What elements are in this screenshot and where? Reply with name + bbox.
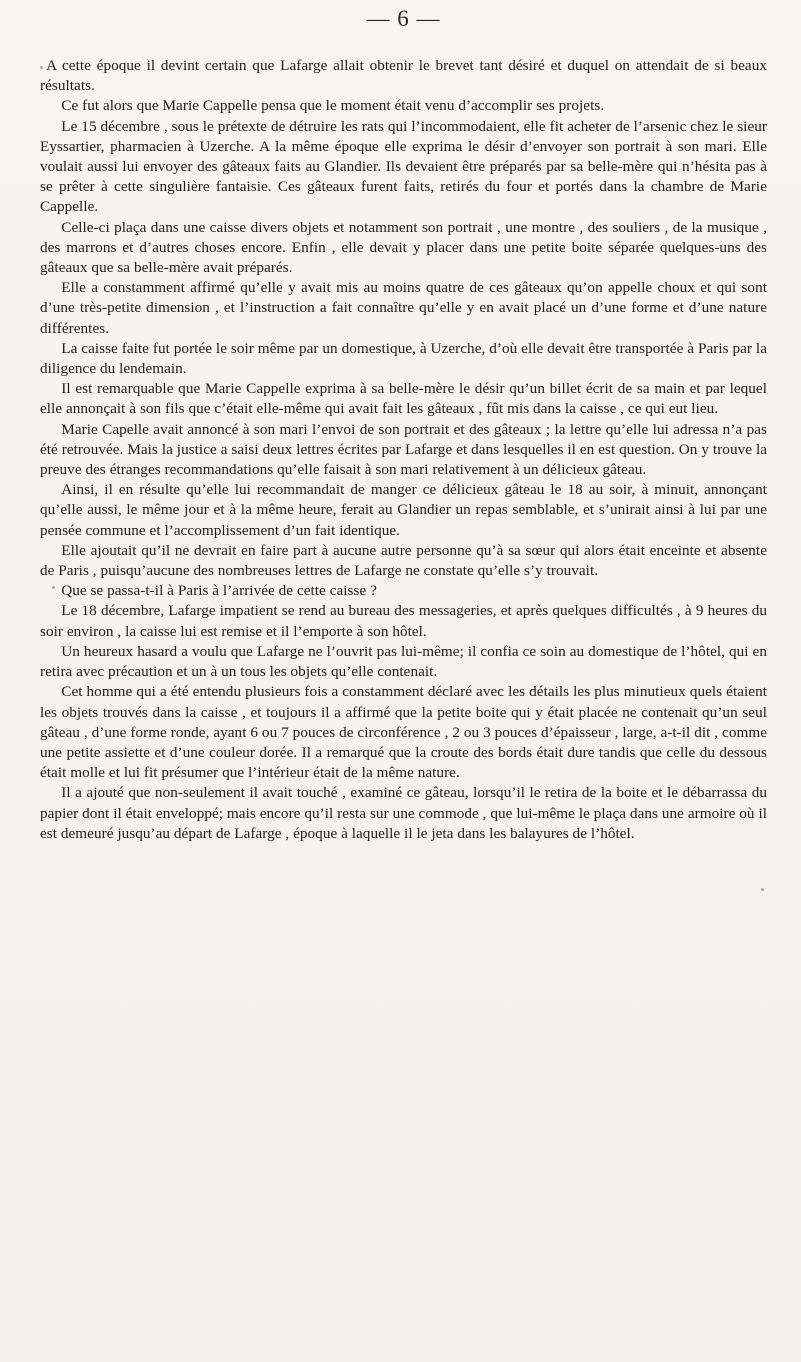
paragraph: La caisse faite fut portée le soir même par un domestique, à Uzerche, d’où elle devait être transportée à Paris par la diligence du lendemain. bbox=[40, 339, 767, 378]
paragraph: Cet homme qui a été entendu plusieurs fois a constamment déclaré avec les détails les plus minutieux quels étaient les objets trouvés dans la caisse , et toujours il a affirmé que la petite boite qui y était placée ne contenait qu’un seul gâteau , d’une forme ronde, ayant 6 ou 7 pouces de circonférence , 2 ou 3 pouces d’épaisseur , large, a-t-il dit , comme une petite assiette et d’une couleur dorée. Il a remarqué que la croute des bords était dure tandis que celle du dessous était molle et lui fit présumer que l’intérieur était de la même nature. bbox=[40, 683, 767, 782]
print-speck bbox=[52, 586, 55, 589]
page-number: — 6 — bbox=[366, 6, 441, 31]
paragraph: Il est remarquable que Marie Cappelle exprima à sa belle-mère le désir qu’un billet écrit de sa main et par lequel elle annonçait à son fils que c’était elle-même qui avait fait les gâteaux , fût mis dans la caisse , ce qui eut lieu. bbox=[40, 380, 767, 418]
paragraph: Le 15 décembre , sous le prétexte de détruire les rats qui l’incommodaient, elle fit acheter de l’arsenic chez le sieur Eyssartier, pharmacien à Uzerche. A la même époque elle exprima le désir d’envoyer son portrait à son mari. Elle voulait aussi lui envoyer des gâteaux faits au Glandier. Ils devaient être préparés par sa belle-mère qui n’hésita pas à se prêter à cette singulière fantaisie. Ces gâteaux furent faits, retirés du four et portés dans la chambre de Marie Cappelle. bbox=[40, 117, 767, 216]
body-text bbox=[40, 56, 767, 844]
paragraph: Le 18 décembre, Lafarge impatient se rend au bureau des messageries, et après quelques difficultés , à 9 heures du soir environ , la caisse lui est remise et il l’emporte à son hôtel. bbox=[40, 602, 767, 640]
paragraph: Un heureux hasard a voulu que Lafarge ne l’ouvrit pas lui-même; il confia ce soin au domestique de l’hôtel, qui en retira avec précaution et un à un tous les objets qu’elle contenait. bbox=[40, 642, 767, 681]
paragraph: Que se passa-t-il à Paris à l’arrivée de cette caisse ? bbox=[61, 582, 377, 600]
paragraph: Ce fut alors que Marie Cappelle pensa que le moment était venu d’accomplir ses projets. bbox=[61, 97, 605, 115]
print-speck bbox=[40, 66, 43, 69]
paragraph: Il a ajouté que non-seulement il avait touché , examiné ce gâteau, lorsqu’il le retira de la boite et le débarrassa du papier dont il était enveloppé; mais encore qu’il resta sur une commode , que lui-même le plaça dans une armoire où il est demeuré jusqu’au départ de Lafarge , époque à laquelle il le jeta dans les balayures de l’hôtel. bbox=[40, 784, 767, 842]
paragraph: Celle-ci plaça dans une caisse divers objets et notamment son portrait , une montre , des souliers , de la musique , des marrons et d’autres choses encore. Enfin , elle devait y placer dans une petite boite séparée quelques-uns des gâteaux que sa belle-mère avait préparés. bbox=[40, 218, 767, 277]
paragraph: Elle a constamment affirmé qu’elle y avait mis au moins quatre de ces gâteaux qu’on appelle choux et qui sont d’une très-petite dimension , et l’instruction a fait connaître qu’elle y en avait placé un d’une forme et d’une nature différentes. bbox=[40, 279, 767, 337]
paragraph: Ainsi, il en résulte qu’elle lui recommandait de manger ce délicieux gâteau le 18 au soir, à minuit, annonçant qu’elle aussi, le même jour et à la même heure, ferait au Glandier un repas semblable, et s’unirait ainsi à lui par une pensée commune et l’accomplissement d’un fait identique. bbox=[40, 481, 767, 539]
paragraph: Marie Capelle avait annoncé à son mari l’envoi de son portrait et des gâteaux ; la lettre qu’elle lui adressa n’a pas été retrouvée. Mais la justice a saisi deux lettres écrites par Lafarge et dans lesquelles il en est question. On y trouve la preuve des étranges recommandations qu’elle faisait à son mari relativement à un délicieux gâteau. bbox=[40, 420, 767, 479]
paragraph: A cette époque il devint certain que Lafarge allait obtenir le brevet tant désiré et duquel on attendait de si beaux résultats. bbox=[40, 57, 767, 95]
paragraph: Elle ajoutait qu’il ne devrait en faire part à aucune autre personne qu’à sa sœur qui alors était enceinte et absente de Paris , puisqu’aucune des nombreuses lettres de Lafarge ne constate qu’elle s’y trouvait. bbox=[40, 541, 767, 580]
print-speck bbox=[761, 888, 764, 891]
